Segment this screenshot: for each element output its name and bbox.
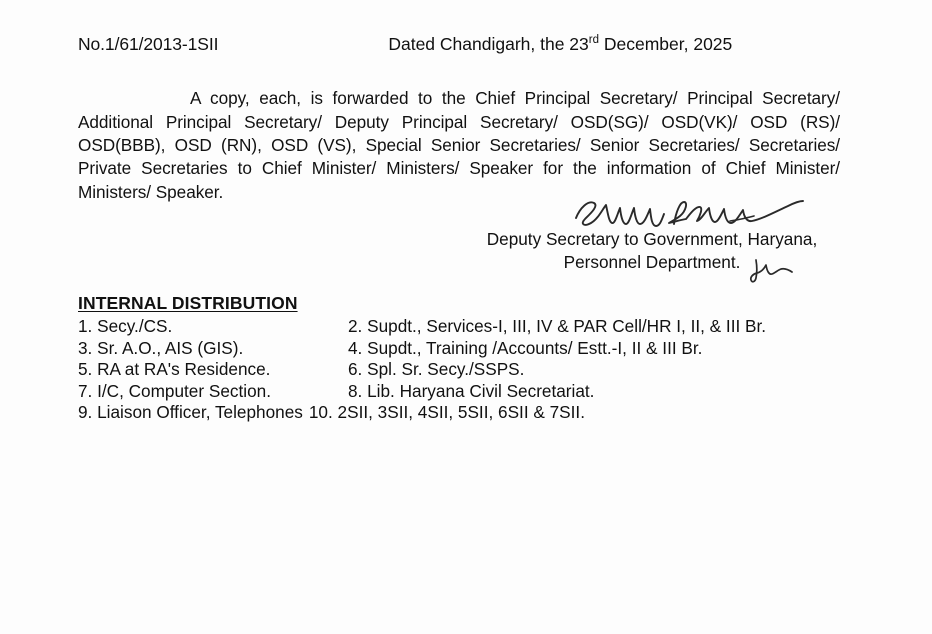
distribution-item-10: 10. 2SII, 3SII, 4SII, 5SII, 6SII & 7SII. (308, 402, 585, 423)
reference-number: No.1/61/2013-1SII (78, 34, 219, 54)
distribution-item-8: 8. Lib. Haryana Civil Secretariat. (348, 380, 595, 401)
signatory-designation-line-2: Personnel Department. (563, 252, 741, 272)
dateline-prefix: Dated Chandigarh, the 23 (388, 34, 589, 54)
handwritten-signature-icon (452, 192, 852, 230)
distribution-item-4: 4. Supdt., Training /Accounts/ Estt.-I, II & III Br. (348, 337, 703, 358)
distribution-row (78, 338, 868, 360)
distribution-item-7: 7. I/C, Computer Section. (78, 380, 271, 401)
distribution-row (78, 359, 868, 381)
signatory-designation-line-1: Deputy Secretary to Government, Haryana, (486, 229, 818, 249)
internal-distribution-heading: INTERNAL DISTRIBUTION (78, 293, 298, 313)
handwritten-initial-icon (748, 257, 794, 285)
dateline-ordinal-suffix: rd (588, 34, 599, 47)
distribution-item-6: 6. Spl. Sr. Secy./SSPS. (348, 359, 525, 380)
distribution-row (78, 402, 868, 424)
dateline-suffix: December, 2025 (599, 34, 733, 54)
dateline (388, 34, 732, 55)
signature-block (452, 192, 852, 274)
distribution-item-5: 5. RA at RA's Residence. (78, 359, 271, 380)
signatory-designation-line-2-wrap (452, 251, 852, 274)
distribution-item-3: 3. Sr. A.O., AIS (GIS). (78, 337, 244, 358)
internal-distribution-list (78, 316, 868, 424)
letter-header (78, 34, 840, 55)
body-paragraph: A copy, each, is forwarded to the Chief Principal Secretary/ Principal Secretary/ Additional Principal Secretary/ Deputy Principal Secretary/ OSD(SG)/ OSD(VK)/ OSD (RS)/ OSD(BBB), OSD (RN), OSD (VS), Special Senior Secretaries/ Senior Secretaries/ Secretaries/ Private Secretaries to Chief Minister/ Ministers/ Speaker for the information of Chief Minister/ Ministers/ Speaker. (78, 88, 840, 202)
distribution-item-1: 1. Secy./CS. (78, 316, 173, 336)
distribution-row (78, 381, 868, 403)
distribution-row (78, 316, 868, 338)
distribution-item-9: 9. Liaison Officer, Telephones (78, 402, 303, 423)
distribution-item-2: 2. Supdt., Services-I, III, IV & PAR Cell/HR I, II, & III Br. (348, 316, 767, 336)
